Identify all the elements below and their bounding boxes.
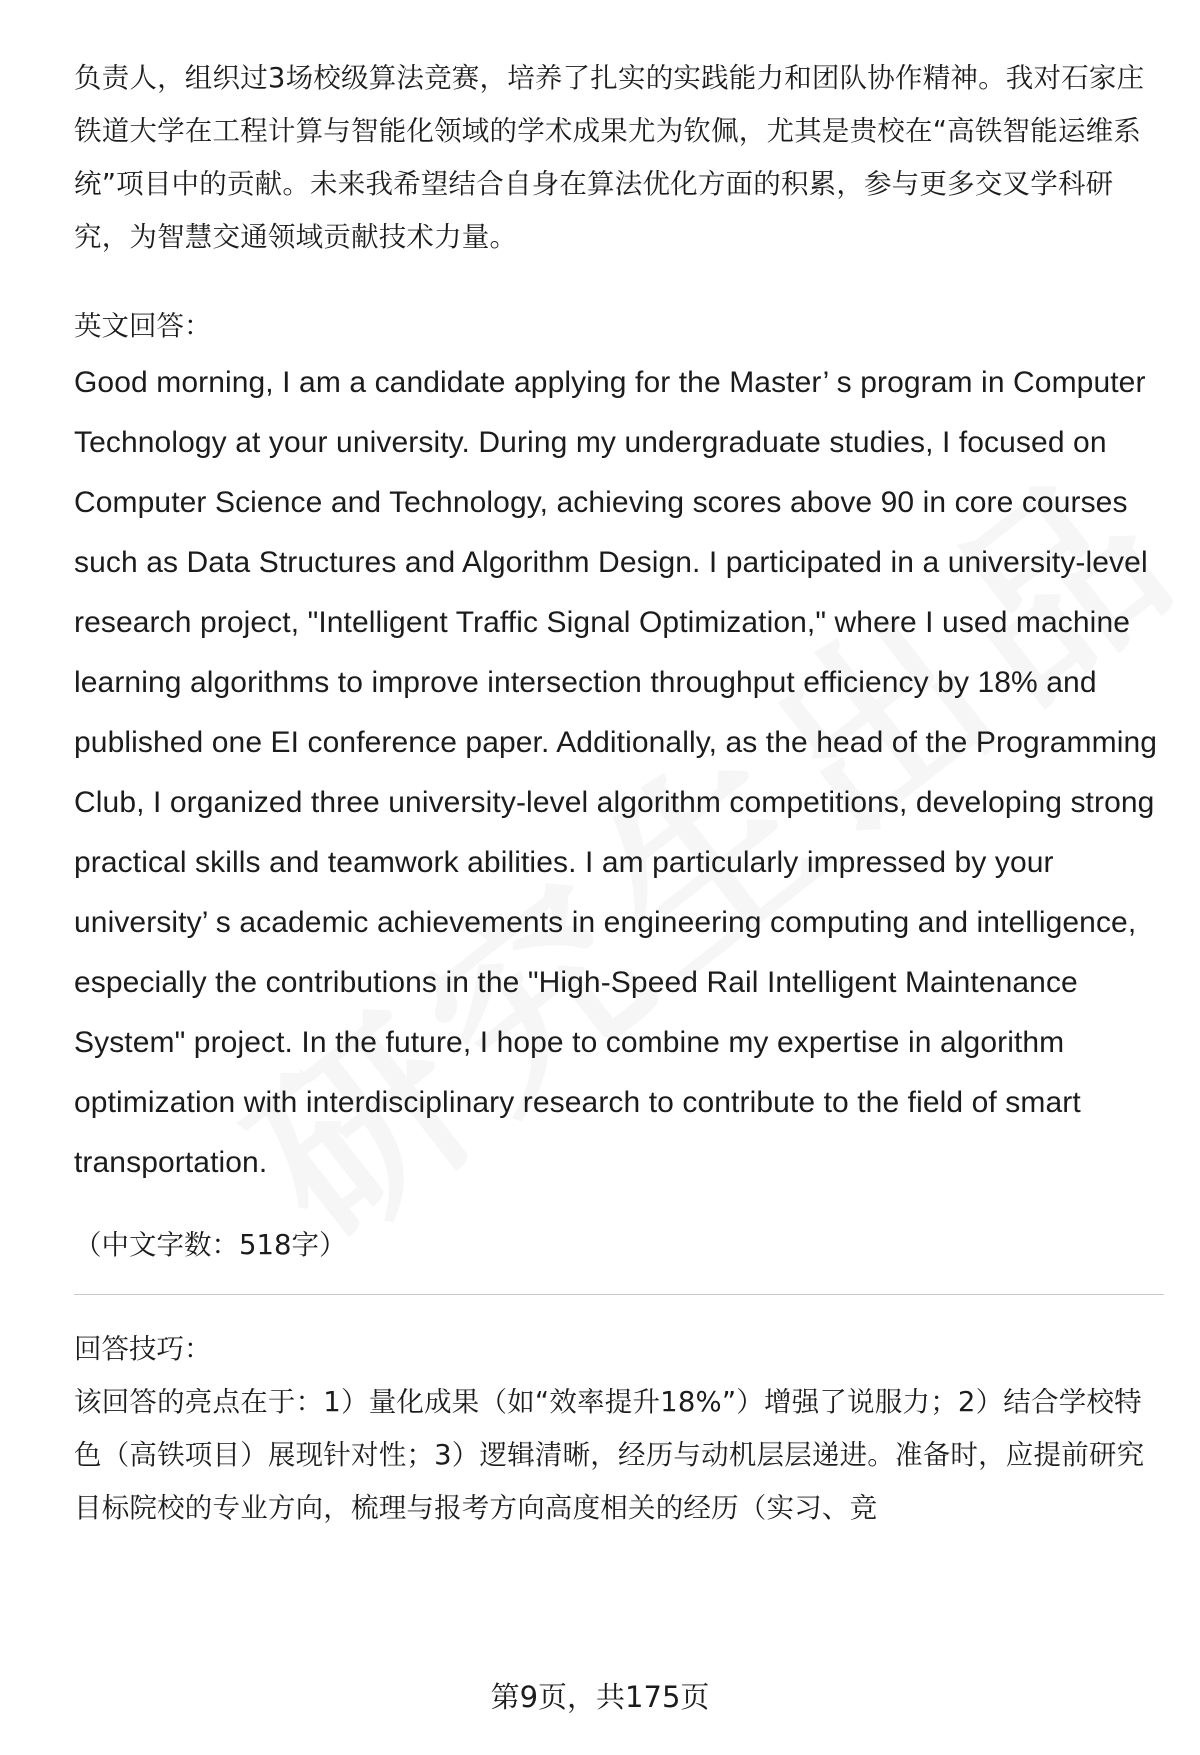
section-divider <box>74 1294 1164 1295</box>
english-answer-paragraph: Good morning, I am a candidate applying for the Master’ s program in Computer Technology at your university. During my undergraduate studies, I focused on Computer Science and Technology, achieving scores above 90 in core courses such as Data Structures and Algorithm Design. I participated in a university-level research project, "Intelligent Traffic Signal Optimization," where I used machine learning algorithms to improve intersection throughput efficiency by 18% and published one EI conference paper. Additionally, as the head of the Programming Club, I organized three university-level algorithm competitions, developing strong practical skills and teamwork abilities. I am particularly impressed by your university’ s academic achievements in engineering computing and intelligence, especially the contributions in the "High-Speed Rail Intelligent Maintenance System" project. In the future, I hope to combine my expertise in algorithm optimization with interdisciplinary research to contribute to the field of smart transportation. <box>74 366 1158 1179</box>
tips-paragraph: 该回答的亮点在于：1）量化成果（如“效率提升18%”）增强了说服力；2）结合学校特色（高铁项目）展现针对性；3）逻辑清晰，经历与动机层层递进。准备时，应提前研究目标院校的专业方向，梳理与报考方向高度相关的经历（实习、竞 <box>74 1386 1145 1524</box>
page-footer: 第9页，共175页 <box>490 1680 710 1714</box>
spacer <box>74 264 1164 300</box>
document-page <box>74 52 1164 1535</box>
tips-label: 回答技巧： <box>74 1333 212 1365</box>
spacer <box>74 1193 1164 1219</box>
english-answer-label: 英文回答： <box>74 310 212 342</box>
character-count: （中文字数：518字） <box>74 1229 347 1261</box>
continued-paragraph: 负责人，组织过3场校级算法竞赛，培养了扎实的实践能力和团队协作精神。我对石家庄铁道大学在工程计算与智能化领域的学术成果尤为钦佩，尤其是贵校在“高铁智能运维系统”项目中的贡献。未来我希望结合自身在算法优化方面的积累，参与更多交叉学科研究，为智慧交通领域贡献技术力量。 <box>74 62 1145 253</box>
